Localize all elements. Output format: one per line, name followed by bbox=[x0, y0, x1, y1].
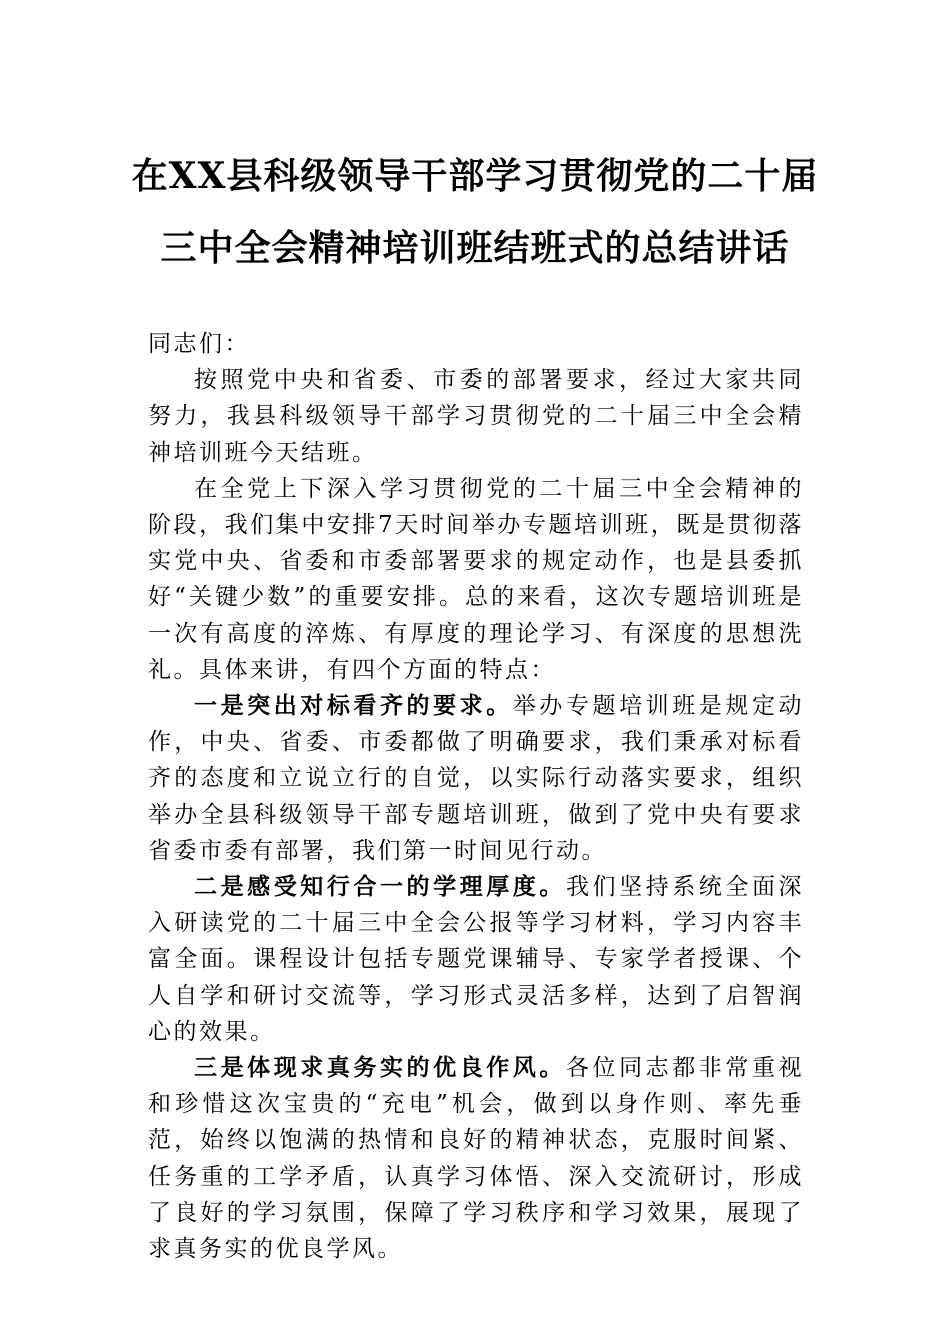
title-line-1: 在XX县科级领导干部学习贯彻党的二十届 bbox=[131, 155, 819, 197]
paragraph-lead: 二是感受知行合一的学理厚度。 bbox=[194, 873, 566, 901]
paragraph-text: 举办专题培训班是规定动作，中央、省委、市委都做了明确要求，我们秉承对标看齐的态度和立说立行的自觉，以实际行动落实要求，组织举办全县科级领导干部专题培训班，做到了党中央有要求省委市委有部署，我们第一时间见行动。 bbox=[148, 693, 805, 864]
paragraph-text: 我们坚持系统全面深入研读党的二十届三中全会公报等学习材料，学习内容丰富全面。课程设计包括专题党课辅导、专家学者授课、个人自学和研讨交流等，学习形式灵活多样，达到了启智润心的效果。 bbox=[148, 874, 805, 1045]
paragraph-5 bbox=[148, 1050, 804, 1267]
paragraph-4 bbox=[148, 869, 804, 1050]
paragraph-2 bbox=[148, 471, 804, 688]
document-body bbox=[148, 326, 804, 1267]
paragraph-1 bbox=[148, 362, 804, 471]
salutation: 同志们： bbox=[148, 331, 250, 357]
paragraph-text: 各位同志都非常重视和珍惜这次宝贵的“充电”机会，做到以身作则、率先垂范，始终以饱满的热情和良好的精神状态，克服时间紧、任务重的工学矛盾，认真学习体悟、深入交流研讨，形成了良好的学习氛围，保障了学习秩序和学习效果，展现了求真务实的优良学风。 bbox=[148, 1055, 805, 1263]
paragraph-text: 按照党中央和省委、市委的部署要求，经过大家共同努力，我县科级领导干部学习贯彻党的二十届三中全会精神培训班今天结班。 bbox=[148, 367, 804, 466]
paragraph-lead: 三是体现求真务实的优良作风。 bbox=[194, 1054, 566, 1082]
paragraph-3 bbox=[148, 688, 804, 869]
paragraph-text: 在全党上下深入学习贯彻党的二十届三中全会精神的阶段，我们集中安排7天时间举办专题培训班，既是贯彻落实党中央、省委和市委部署要求的规定动作，也是县委抓好“关键少数”的重要安排。总的来看，这次专题培训班是一次有高度的淬炼、有厚度的理论学习、有深度的思想洗礼。具体来讲，有四个方面的特点： bbox=[148, 475, 804, 683]
document-title bbox=[120, 140, 830, 284]
title-line-2: 三中全会精神培训班结班式的总结讲话 bbox=[160, 227, 790, 269]
paragraph-lead: 一是突出对标看齐的要求。 bbox=[194, 692, 513, 720]
